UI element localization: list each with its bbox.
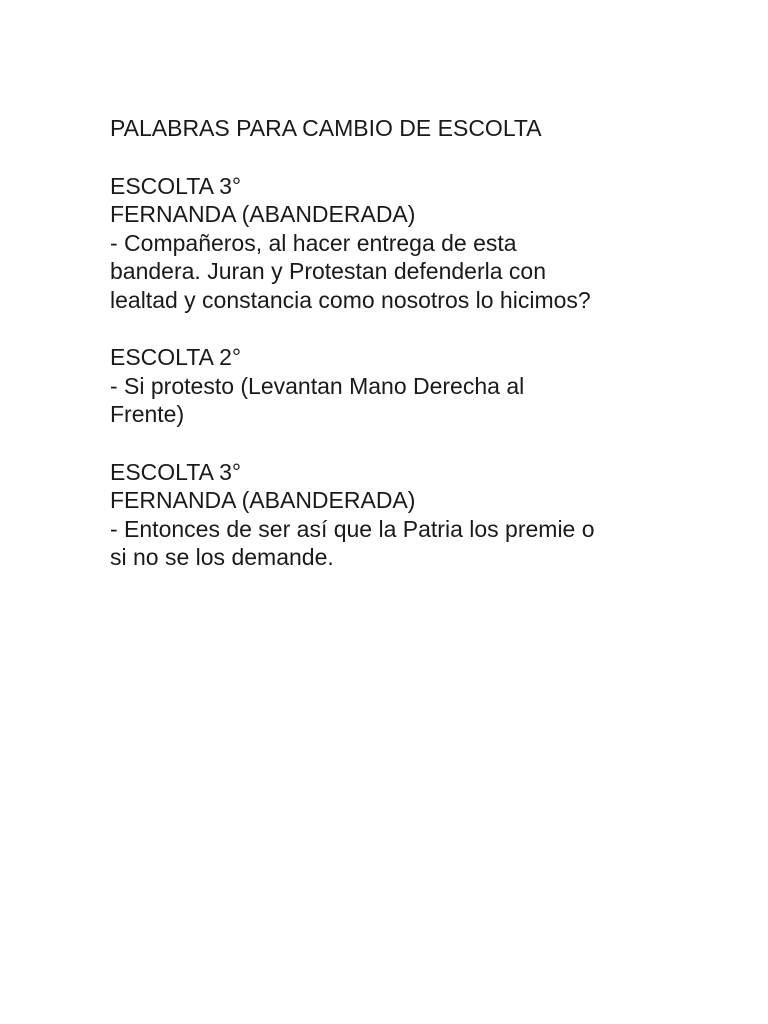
dialogue-line: - Compañeros, al hacer entrega de esta [110,229,517,256]
document-title: PALABRAS PARA CAMBIO DE ESCOLTA [110,115,542,141]
dialogue-line: Frente) [110,401,185,427]
dialogue-line: - Entonces de ser así que la Patria los premie o [110,515,595,542]
paragraph-gap [110,143,690,172]
dialogue-line: si no se los demande. [110,544,334,570]
speaker-line: ESCOLTA 2° [110,344,242,370]
dialogue-line: bandera. Juran y Protestan defenderla con [110,258,547,284]
speaker-name-line: FERNANDA (ABANDERADA) [110,487,416,513]
speaker-name-line: FERNANDA (ABANDERADA) [110,201,416,227]
section-escolta-3-first [110,172,690,315]
dialogue-line: lealtad y constancia como nosotros lo hicimos? [110,286,591,313]
section-escolta-3-second [110,458,690,572]
section-escolta-2 [110,343,690,429]
dialogue-line: - Si protesto (Levantan Mano Derecha al [110,372,525,399]
paragraph-gap [110,429,690,458]
document-content [110,114,690,572]
speaker-line: ESCOLTA 3° [110,172,242,199]
paragraph-gap [110,314,690,343]
speaker-line: ESCOLTA 3° [110,458,242,485]
